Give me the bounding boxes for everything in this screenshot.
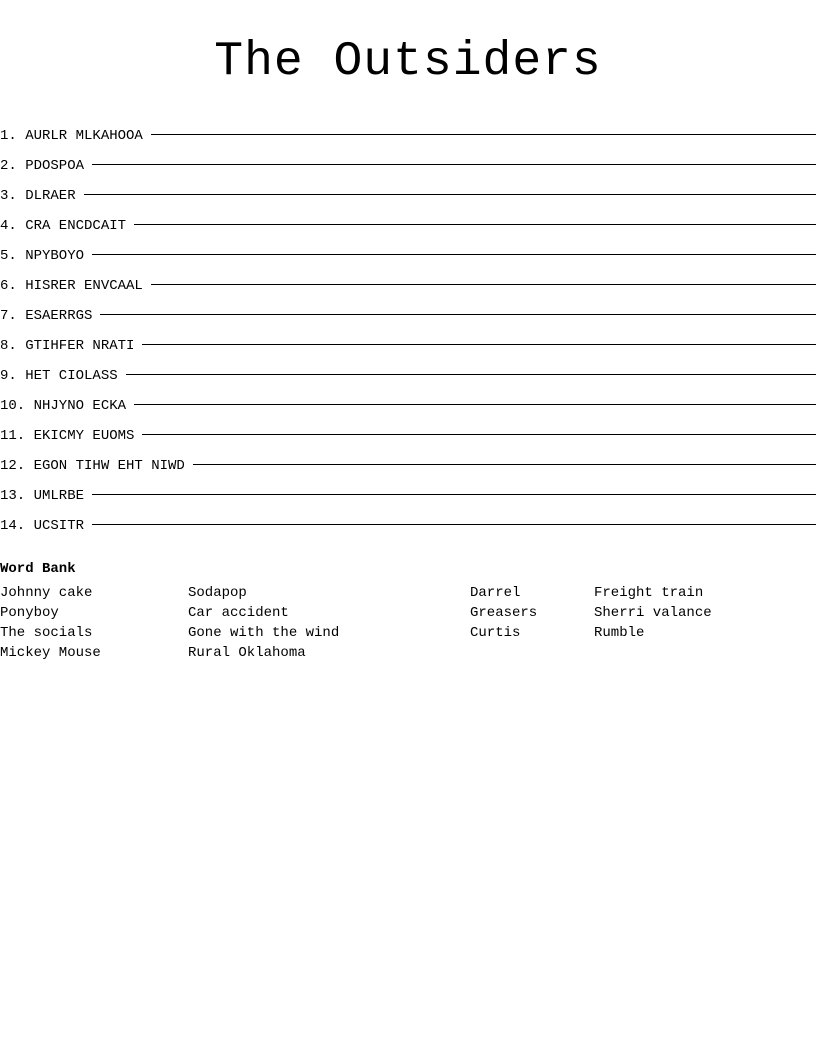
list-item xyxy=(0,451,816,481)
answer-blank[interactable] xyxy=(134,403,816,405)
list-item xyxy=(0,211,816,241)
word-bank-heading: Word Bank xyxy=(0,560,76,577)
answer-blank[interactable] xyxy=(151,133,816,135)
answer-blank[interactable] xyxy=(92,523,816,525)
list-item-text: 6. HISRER ENVCAAL xyxy=(0,277,143,294)
word-bank-word: Curtis xyxy=(470,624,521,641)
list-item-text: 9. HET CIOLASS xyxy=(0,367,118,384)
list-item xyxy=(0,121,816,151)
list-item-text: 1. AURLR MLKAHOOA xyxy=(0,127,143,144)
word-bank-word: Sodapop xyxy=(188,584,247,601)
answer-blank[interactable] xyxy=(134,223,816,225)
word-bank-word: Greasers xyxy=(470,604,538,621)
answer-blank[interactable] xyxy=(92,253,816,255)
list-item-text: 3. DLRAER xyxy=(0,187,76,204)
word-bank-word xyxy=(594,643,816,663)
answer-blank[interactable] xyxy=(92,163,816,165)
page-title: The Outsiders xyxy=(214,35,602,89)
answer-blank[interactable] xyxy=(142,433,816,435)
list-item xyxy=(0,331,816,361)
word-bank-word: Sherri valance xyxy=(594,604,712,621)
word-bank-word: The socials xyxy=(0,624,93,641)
answer-blank[interactable] xyxy=(126,373,816,375)
word-bank-word: Ponyboy xyxy=(0,604,59,621)
list-item-text: 14. UCSITR xyxy=(0,517,85,534)
answer-blank[interactable] xyxy=(142,343,816,345)
list-item xyxy=(0,181,816,211)
word-bank-word: Mickey Mouse xyxy=(0,644,101,661)
list-item-text: 8. GTIHFER NRATI xyxy=(0,337,135,354)
list-item-text: 12. EGON TIHW EHT NIWD xyxy=(0,457,185,474)
list-item xyxy=(0,481,816,511)
word-bank-word: Car accident xyxy=(188,604,289,621)
list-item xyxy=(0,271,816,301)
list-item-text: 13. UMLRBE xyxy=(0,487,85,504)
word-bank-word: Rural Oklahoma xyxy=(188,644,306,661)
answer-blank[interactable] xyxy=(151,283,816,285)
list-item xyxy=(0,511,816,541)
word-bank-word: Freight train xyxy=(594,584,704,601)
list-item-text: 11. EKICMY EUOMS xyxy=(0,427,135,444)
word-bank-word: Johnny cake xyxy=(0,584,93,601)
word-bank-grid xyxy=(0,583,816,663)
answer-blank[interactable] xyxy=(92,493,816,495)
scramble-list xyxy=(0,121,816,541)
word-bank-word: Gone with the wind xyxy=(188,624,340,641)
answer-blank[interactable] xyxy=(84,193,816,195)
answer-blank[interactable] xyxy=(100,313,816,315)
word-bank-word: Rumble xyxy=(594,624,645,641)
list-item-text: 10. NHJYNO ECKA xyxy=(0,397,127,414)
answer-blank[interactable] xyxy=(193,463,816,465)
list-item xyxy=(0,241,816,271)
word-bank-word xyxy=(470,643,594,663)
list-item-text: 5. NPYBOYO xyxy=(0,247,85,264)
list-item xyxy=(0,301,816,331)
list-item-text: 2. PDOSPOA xyxy=(0,157,85,174)
list-item xyxy=(0,421,816,451)
list-item xyxy=(0,361,816,391)
word-bank-word: Darrel xyxy=(470,584,521,601)
list-item xyxy=(0,151,816,181)
list-item xyxy=(0,391,816,421)
list-item-text: 4. CRA ENCDCAIT xyxy=(0,217,127,234)
list-item-text: 7. ESAERRGS xyxy=(0,307,93,324)
